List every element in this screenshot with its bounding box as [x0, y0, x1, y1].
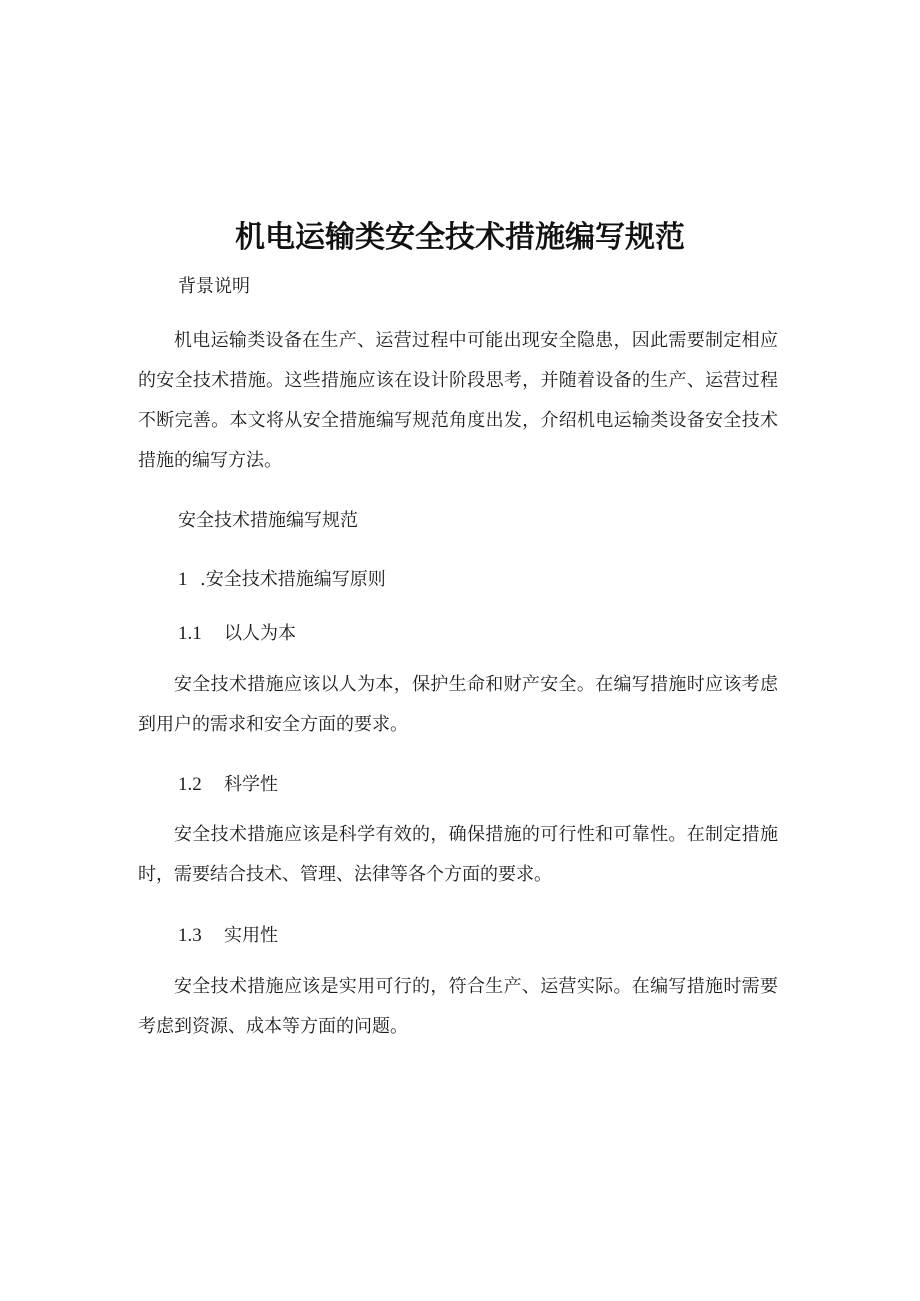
item-1-1-heading: 以人为本: [224, 623, 296, 644]
item-1-1-heading-line: [138, 622, 818, 646]
background-heading: 背景说明: [178, 276, 250, 297]
item-1-3-heading-line: [138, 924, 818, 948]
item-1-2-paragraph: 安全技术措施应该是科学有效的，确保措施的可行性和可靠性。在制定措施时，需要结合技术、管理、法律等各个方面的要求。: [138, 824, 778, 885]
item-1-3-number: 1.3: [178, 925, 202, 946]
item-1-1-number: 1.1: [178, 623, 202, 644]
item-1-1-paragraph: 安全技术措施应该以人为本，保护生命和财产安全。在编写措施时应该考虑到用户的需求和安全方面的要求。: [138, 674, 778, 735]
item-1-3-paragraph: 安全技术措施应该是实用可行的，符合生产、运营实际。在编写措施时需要考虑到资源、成本等方面的问题。: [138, 976, 778, 1037]
background-paragraph: 机电运输类设备在生产、运营过程中可能出现安全隐患，因此需要制定相应的安全技术措施。这些措施应该在设计阶段思考，并随着设备的生产、运营过程不断完善。本文将从安全措施编写规范角度出发，介绍机电运输类设备安全技术措施的编写方法。: [138, 330, 778, 471]
spec-heading: 安全技术措施编写规范: [178, 510, 358, 531]
item-1-2-heading-line: [138, 773, 818, 797]
item-1-2-heading: 科学性: [224, 774, 278, 795]
item-1-3-heading: 实用性: [224, 925, 278, 946]
principles-heading-line: [138, 568, 818, 592]
principles-number: 1: [178, 569, 188, 590]
principles-heading: .安全技术措施编写原则: [200, 569, 386, 590]
document-title: 机电运输类安全技术措施编写规范: [235, 220, 685, 255]
item-1-2-number: 1.2: [178, 774, 202, 795]
